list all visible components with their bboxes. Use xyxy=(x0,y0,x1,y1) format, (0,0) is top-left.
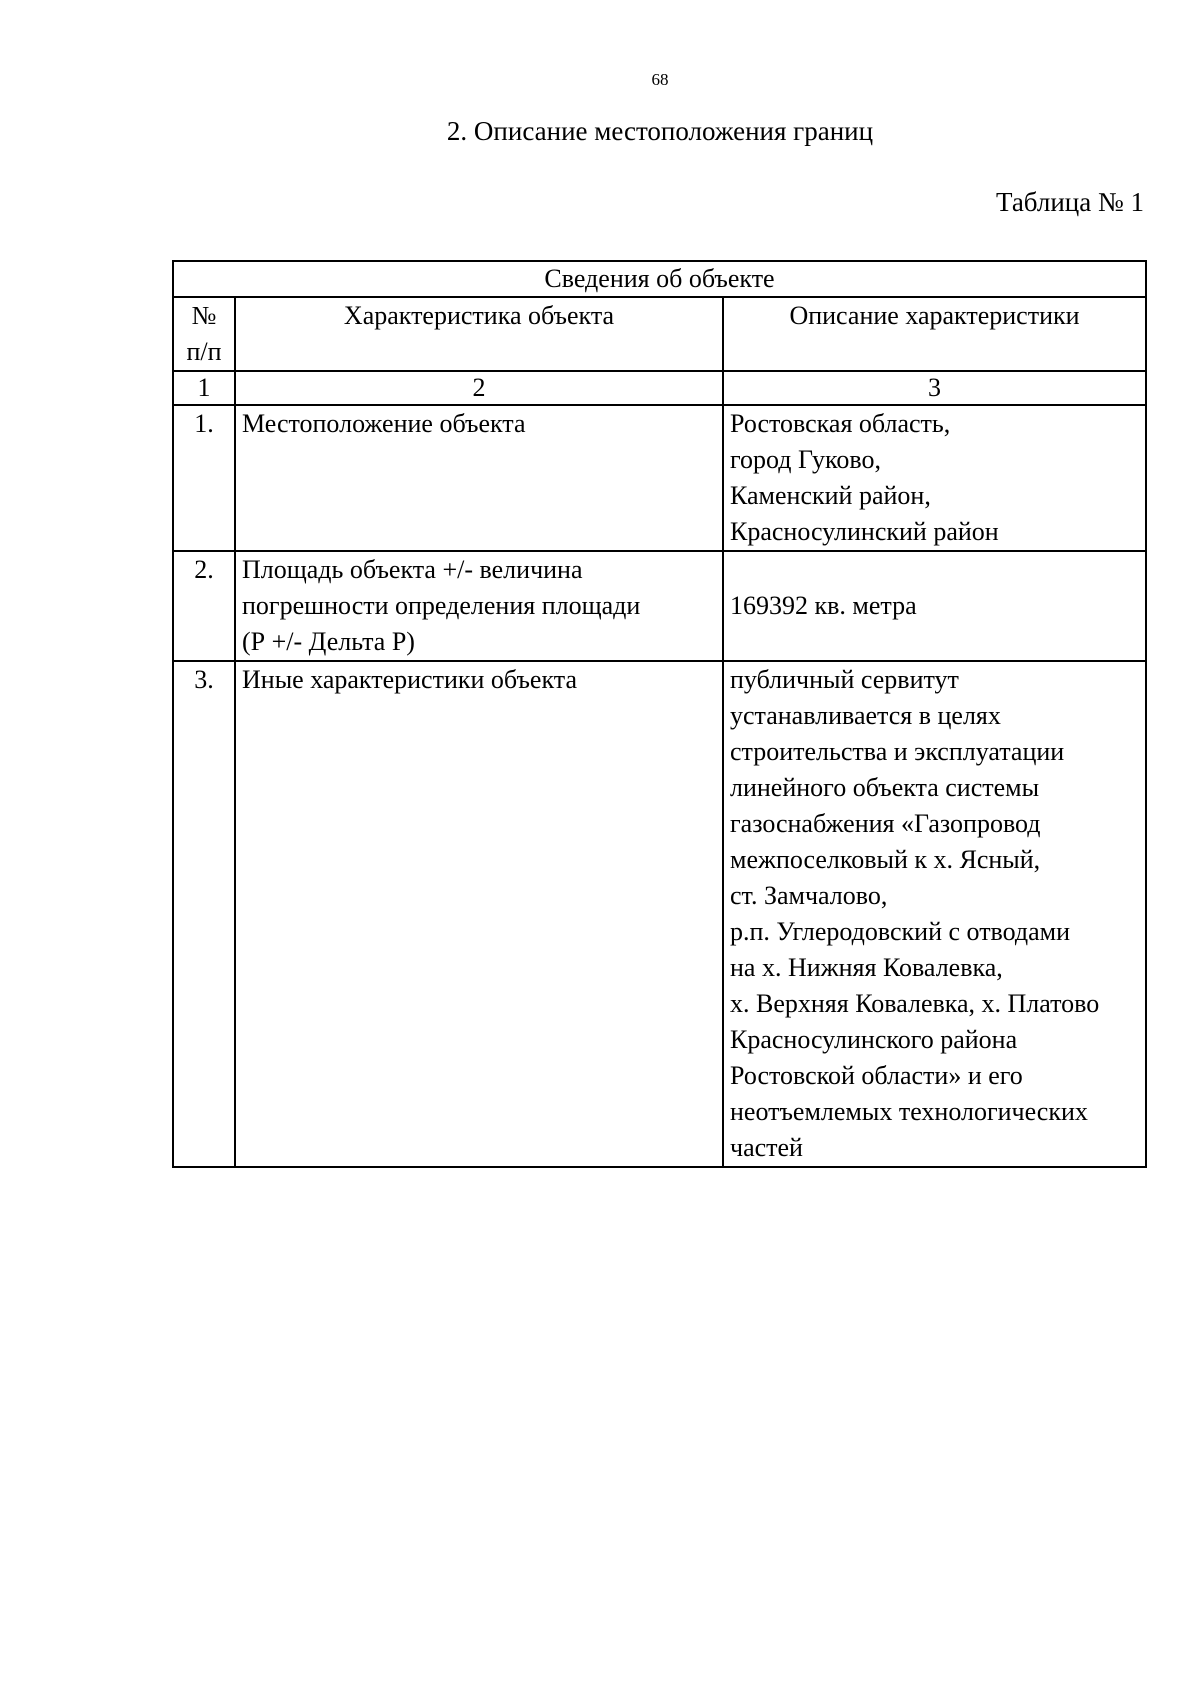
table-row xyxy=(173,661,1146,1167)
description-line: Красносулинского района xyxy=(730,1025,1018,1054)
column-index: 3 xyxy=(723,371,1146,405)
description-line: межпоселковый к х. Ясный, xyxy=(730,845,1041,874)
row-characteristic xyxy=(235,405,723,551)
description-line: Ростовской области» и его xyxy=(730,1061,1023,1090)
description-line: ст. Замчалово, xyxy=(730,881,888,910)
description-line: х. Верхняя Ковалевка, х. Платово xyxy=(730,989,1100,1018)
table-caption: Сведения об объекте xyxy=(173,261,1146,297)
description-line: устанавливается в целях xyxy=(730,701,1001,730)
column-index: 1 xyxy=(173,371,235,405)
characteristic-line: Местоположение объекта xyxy=(242,409,526,438)
row-characteristic xyxy=(235,551,723,661)
row-description xyxy=(723,661,1146,1167)
description-line: линейного объекта системы xyxy=(730,773,1040,802)
characteristic-line: Площадь объекта +/- величина xyxy=(242,555,583,584)
characteristic-line: погрешности определения площади xyxy=(242,591,641,620)
description-line: Красносулинский район xyxy=(730,517,999,546)
table-caption-row xyxy=(173,261,1146,297)
header-characteristic: Характеристика объекта xyxy=(235,297,723,371)
row-number: 3. xyxy=(173,661,235,1167)
description-line: 169392 кв. метра xyxy=(730,591,917,620)
table-label: Таблица № 1 xyxy=(996,187,1144,217)
header-num xyxy=(173,297,235,371)
description-line: строительства и эксплуатации xyxy=(730,737,1065,766)
description-line: газоснабжения «Газопровод xyxy=(730,809,1041,838)
description-line: город Гуково, xyxy=(730,445,881,474)
row-description xyxy=(723,405,1146,551)
header-description: Описание характеристики xyxy=(723,297,1146,371)
description-line: публичный сервитут xyxy=(730,665,959,694)
characteristic-line: (Р +/- Дельта Р) xyxy=(242,627,415,656)
row-number: 1. xyxy=(173,405,235,551)
header-num-line2: п/п xyxy=(186,337,222,366)
description-line: Каменский район, xyxy=(730,481,931,510)
description-line: неотъемлемых технологических xyxy=(730,1097,1088,1126)
header-num-line1: № xyxy=(191,301,217,330)
description-line: р.п. Углеродовский с отводами xyxy=(730,917,1071,946)
table-row xyxy=(173,551,1146,661)
description-line: на х. Нижняя Ковалевка, xyxy=(730,953,1003,982)
table-row xyxy=(173,405,1146,551)
row-characteristic xyxy=(235,661,723,1167)
page-title: 2. Описание местоположения границ xyxy=(446,116,874,146)
row-description xyxy=(723,551,1146,661)
description-line: частей xyxy=(730,1133,803,1162)
object-info-table xyxy=(172,260,1147,1168)
column-index: 2 xyxy=(235,371,723,405)
row-number: 2. xyxy=(173,551,235,661)
column-index-row xyxy=(173,371,1146,405)
description-line: Ростовская область, xyxy=(730,409,951,438)
page-number: 68 xyxy=(651,70,669,89)
table-header-row xyxy=(173,297,1146,371)
characteristic-line: Иные характеристики объекта xyxy=(242,665,577,694)
